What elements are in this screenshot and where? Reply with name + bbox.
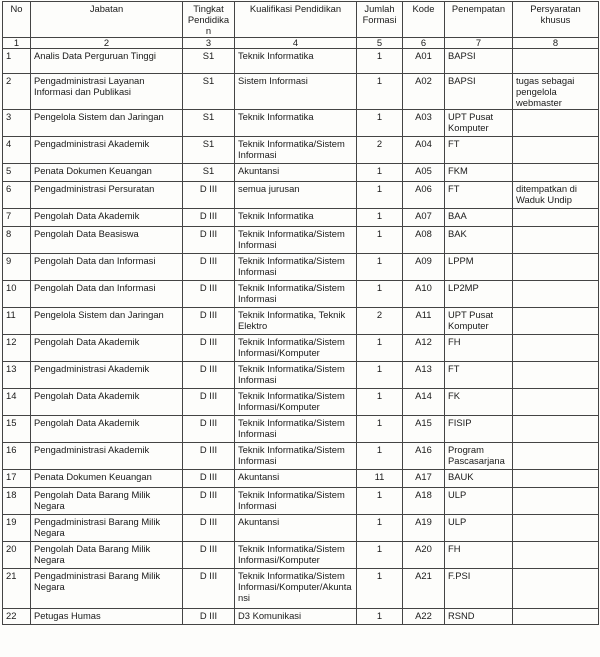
column-number: 7: [445, 38, 513, 49]
table-row: [3, 254, 599, 281]
row-penempatan: BAPSI: [445, 49, 513, 74]
row-no: 14: [3, 389, 31, 416]
row-kualifikasi: Teknik Informatika/Sistem Informasi: [235, 137, 357, 164]
row-persyaratan: tugas sebagai pengelola webmaster: [513, 74, 599, 110]
row-penempatan: FT: [445, 137, 513, 164]
table-row: [3, 542, 599, 569]
row-kode: A15: [403, 416, 445, 443]
row-tingkat: D III: [183, 443, 235, 470]
row-jabatan: Pengolah Data Barang Milik Negara: [31, 542, 183, 569]
row-persyaratan: [513, 542, 599, 569]
row-kode: A04: [403, 137, 445, 164]
row-tingkat: D III: [183, 609, 235, 625]
row-no: 10: [3, 281, 31, 308]
row-persyaratan: [513, 49, 599, 74]
row-persyaratan: [513, 308, 599, 335]
row-kode: A17: [403, 470, 445, 488]
row-persyaratan: [513, 470, 599, 488]
row-jabatan: Pengadministrasi Barang Milik Negara: [31, 515, 183, 542]
table-row: [3, 515, 599, 542]
row-tingkat: S1: [183, 74, 235, 110]
row-persyaratan: [513, 515, 599, 542]
row-jumlah: 1: [357, 49, 403, 74]
row-kualifikasi: Teknik Informatika: [235, 110, 357, 137]
table-row: [3, 137, 599, 164]
row-penempatan: FKM: [445, 164, 513, 182]
row-kode: A13: [403, 362, 445, 389]
table-row: [3, 227, 599, 254]
table-row: [3, 74, 599, 110]
table-row: [3, 362, 599, 389]
row-no: 18: [3, 488, 31, 515]
row-jumlah: 1: [357, 110, 403, 137]
header-jabatan: Jabatan: [31, 2, 183, 38]
column-number: 6: [403, 38, 445, 49]
table-row: [3, 416, 599, 443]
row-kualifikasi: Teknik Informatika: [235, 49, 357, 74]
row-tingkat: D III: [183, 389, 235, 416]
row-jabatan: Pengolah Data Akademik: [31, 209, 183, 227]
row-penempatan: LP2MP: [445, 281, 513, 308]
row-kode: A21: [403, 569, 445, 609]
row-kualifikasi: Teknik Informatika/Sistem Informasi/Komputer/Akuntansi: [235, 569, 357, 609]
row-kode: A16: [403, 443, 445, 470]
row-tingkat: S1: [183, 164, 235, 182]
row-kualifikasi: Teknik Informatika/Sistem Informasi: [235, 281, 357, 308]
column-number-row: [3, 38, 599, 49]
row-kualifikasi: Teknik Informatika: [235, 209, 357, 227]
row-jabatan: Pengolah Data Barang Milik Negara: [31, 488, 183, 515]
column-number: 5: [357, 38, 403, 49]
column-number: 4: [235, 38, 357, 49]
row-kualifikasi: semua jurusan: [235, 182, 357, 209]
row-kualifikasi: Teknik Informatika/Sistem Informasi: [235, 443, 357, 470]
row-persyaratan: [513, 609, 599, 625]
row-jabatan: Pengolah Data dan Informasi: [31, 281, 183, 308]
row-kode: A06: [403, 182, 445, 209]
row-kode: A03: [403, 110, 445, 137]
row-persyaratan: [513, 389, 599, 416]
row-kualifikasi: D3 Komunikasi: [235, 609, 357, 625]
row-kualifikasi: Akuntansi: [235, 515, 357, 542]
row-jabatan: Pengolah Data dan Informasi: [31, 254, 183, 281]
row-kualifikasi: Teknik Informatika/Sistem Informasi: [235, 416, 357, 443]
row-kode: A08: [403, 227, 445, 254]
row-kode: A22: [403, 609, 445, 625]
row-jumlah: 1: [357, 182, 403, 209]
row-kualifikasi: Teknik Informatika/Sistem Informasi/Komputer: [235, 335, 357, 362]
row-tingkat: S1: [183, 110, 235, 137]
row-kode: A07: [403, 209, 445, 227]
row-persyaratan: [513, 110, 599, 137]
row-tingkat: D III: [183, 335, 235, 362]
row-jabatan: Pengelola Sistem dan Jaringan: [31, 308, 183, 335]
row-jabatan: Pengadministrasi Akademik: [31, 443, 183, 470]
table-row: [3, 281, 599, 308]
table-row: [3, 389, 599, 416]
row-kualifikasi: Akuntansi: [235, 164, 357, 182]
row-jabatan: Petugas Humas: [31, 609, 183, 625]
row-jabatan: Pengolah Data Beasiswa: [31, 227, 183, 254]
row-kode: A09: [403, 254, 445, 281]
row-jumlah: 1: [357, 515, 403, 542]
row-jumlah: 1: [357, 164, 403, 182]
row-no: 17: [3, 470, 31, 488]
row-no: 11: [3, 308, 31, 335]
row-kualifikasi: Akuntansi: [235, 470, 357, 488]
row-persyaratan: [513, 137, 599, 164]
row-jabatan: Pengelola Sistem dan Jaringan: [31, 110, 183, 137]
row-persyaratan: ditempatkan di Waduk Undip: [513, 182, 599, 209]
row-jumlah: 1: [357, 569, 403, 609]
column-number: 8: [513, 38, 599, 49]
row-tingkat: D III: [183, 542, 235, 569]
row-persyaratan: [513, 209, 599, 227]
row-kualifikasi: Teknik Informatika/Sistem Informasi: [235, 362, 357, 389]
row-kode: A02: [403, 74, 445, 110]
row-penempatan: FH: [445, 542, 513, 569]
column-number: 2: [31, 38, 183, 49]
row-kualifikasi: Teknik Informatika/Sistem Informasi: [235, 254, 357, 281]
row-kode: A10: [403, 281, 445, 308]
table-row: [3, 209, 599, 227]
header-no: No: [3, 2, 31, 38]
header-penempatan: Penempatan: [445, 2, 513, 38]
row-kualifikasi: Teknik Informatika/Sistem Informasi: [235, 227, 357, 254]
row-tingkat: D III: [183, 569, 235, 609]
row-jumlah: 1: [357, 74, 403, 110]
row-jumlah: 1: [357, 443, 403, 470]
table-row: [3, 488, 599, 515]
row-penempatan: FISIP: [445, 416, 513, 443]
row-tingkat: D III: [183, 470, 235, 488]
row-no: 13: [3, 362, 31, 389]
row-tingkat: D III: [183, 308, 235, 335]
row-penempatan: FH: [445, 335, 513, 362]
row-persyaratan: [513, 281, 599, 308]
row-no: 16: [3, 443, 31, 470]
row-jabatan: Penata Dokumen Keuangan: [31, 470, 183, 488]
row-no: 21: [3, 569, 31, 609]
row-jumlah: 1: [357, 488, 403, 515]
row-kode: A11: [403, 308, 445, 335]
row-jumlah: 11: [357, 470, 403, 488]
row-kode: A19: [403, 515, 445, 542]
row-penempatan: RSND: [445, 609, 513, 625]
row-kode: A12: [403, 335, 445, 362]
row-jabatan: Pengadministrasi Persuratan: [31, 182, 183, 209]
row-jabatan: Pengolah Data Akademik: [31, 389, 183, 416]
row-tingkat: S1: [183, 137, 235, 164]
row-tingkat: D III: [183, 416, 235, 443]
row-jumlah: 1: [357, 209, 403, 227]
row-penempatan: FT: [445, 362, 513, 389]
table-row: [3, 470, 599, 488]
row-jabatan: Pengadministrasi Barang Milik Negara: [31, 569, 183, 609]
row-jabatan: Penata Dokumen Keuangan: [31, 164, 183, 182]
row-jabatan: Pengadministrasi Akademik: [31, 137, 183, 164]
row-tingkat: D III: [183, 227, 235, 254]
row-jumlah: 1: [357, 335, 403, 362]
row-tingkat: D III: [183, 362, 235, 389]
row-jabatan: Pengadministrasi Layanan Informasi dan Publikasi: [31, 74, 183, 110]
row-jumlah: 1: [357, 542, 403, 569]
row-kode: A01: [403, 49, 445, 74]
row-kualifikasi: Teknik Informatika/Sistem Informasi/Komputer: [235, 542, 357, 569]
row-no: 1: [3, 49, 31, 74]
row-no: 9: [3, 254, 31, 281]
row-penempatan: BAUK: [445, 470, 513, 488]
row-penempatan: LPPM: [445, 254, 513, 281]
row-persyaratan: [513, 362, 599, 389]
row-penempatan: ULP: [445, 488, 513, 515]
row-penempatan: FT: [445, 182, 513, 209]
row-jumlah: 1: [357, 416, 403, 443]
column-number: 1: [3, 38, 31, 49]
row-jabatan: Analis Data Perguruan Tinggi: [31, 49, 183, 74]
row-persyaratan: [513, 488, 599, 515]
row-tingkat: S1: [183, 49, 235, 74]
row-persyaratan: [513, 443, 599, 470]
row-jumlah: 1: [357, 362, 403, 389]
table-row: [3, 443, 599, 470]
row-persyaratan: [513, 416, 599, 443]
row-penempatan: UPT Pusat Komputer: [445, 308, 513, 335]
row-no: 3: [3, 110, 31, 137]
row-penempatan: UPT Pusat Komputer: [445, 110, 513, 137]
header-kode: Kode: [403, 2, 445, 38]
row-kualifikasi: Teknik Informatika, Teknik Elektro: [235, 308, 357, 335]
row-kode: A05: [403, 164, 445, 182]
row-persyaratan: [513, 335, 599, 362]
row-jumlah: 1: [357, 281, 403, 308]
row-no: 8: [3, 227, 31, 254]
row-penempatan: ULP: [445, 515, 513, 542]
table-row: [3, 335, 599, 362]
row-no: 4: [3, 137, 31, 164]
table-row: [3, 609, 599, 625]
table-row: [3, 49, 599, 74]
row-no: 22: [3, 609, 31, 625]
row-no: 12: [3, 335, 31, 362]
table-row: [3, 164, 599, 182]
row-no: 2: [3, 74, 31, 110]
row-persyaratan: [513, 164, 599, 182]
formasi-table: [2, 1, 599, 625]
row-jumlah: 1: [357, 254, 403, 281]
row-jabatan: Pengolah Data Akademik: [31, 335, 183, 362]
header-tingkat: Tingkat Pendidikan: [183, 2, 235, 38]
row-kode: A14: [403, 389, 445, 416]
column-number: 3: [183, 38, 235, 49]
row-tingkat: D III: [183, 488, 235, 515]
row-no: 6: [3, 182, 31, 209]
header-persyaratan: Persyaratan khusus: [513, 2, 599, 38]
row-tingkat: D III: [183, 281, 235, 308]
row-tingkat: D III: [183, 515, 235, 542]
row-kualifikasi: Teknik Informatika/Sistem Informasi: [235, 488, 357, 515]
row-penempatan: Program Pascasarjana: [445, 443, 513, 470]
row-jumlah: 1: [357, 227, 403, 254]
row-penempatan: BAK: [445, 227, 513, 254]
row-kualifikasi: Sistem Informasi: [235, 74, 357, 110]
row-tingkat: D III: [183, 182, 235, 209]
row-no: 7: [3, 209, 31, 227]
row-tingkat: D III: [183, 209, 235, 227]
table-row: [3, 182, 599, 209]
row-kode: A20: [403, 542, 445, 569]
row-penempatan: FK: [445, 389, 513, 416]
row-jabatan: Pengolah Data Akademik: [31, 416, 183, 443]
row-jabatan: Pengadministrasi Akademik: [31, 362, 183, 389]
row-tingkat: D III: [183, 254, 235, 281]
row-kode: A18: [403, 488, 445, 515]
row-penempatan: F.PSI: [445, 569, 513, 609]
row-persyaratan: [513, 569, 599, 609]
row-no: 20: [3, 542, 31, 569]
table-row: [3, 308, 599, 335]
row-no: 5: [3, 164, 31, 182]
header-jumlah: Jumlah Formasi: [357, 2, 403, 38]
header-row: [3, 2, 599, 38]
row-persyaratan: [513, 227, 599, 254]
row-persyaratan: [513, 254, 599, 281]
row-no: 15: [3, 416, 31, 443]
header-kualifikasi: Kualifikasi Pendidikan: [235, 2, 357, 38]
table-row: [3, 110, 599, 137]
row-jumlah: 2: [357, 308, 403, 335]
row-no: 19: [3, 515, 31, 542]
row-jumlah: 2: [357, 137, 403, 164]
row-penempatan: BAPSI: [445, 74, 513, 110]
row-kualifikasi: Teknik Informatika/Sistem Informasi/Komputer: [235, 389, 357, 416]
row-jumlah: 1: [357, 389, 403, 416]
table-body: [3, 49, 599, 625]
table-row: [3, 569, 599, 609]
row-penempatan: BAA: [445, 209, 513, 227]
row-jumlah: 1: [357, 609, 403, 625]
